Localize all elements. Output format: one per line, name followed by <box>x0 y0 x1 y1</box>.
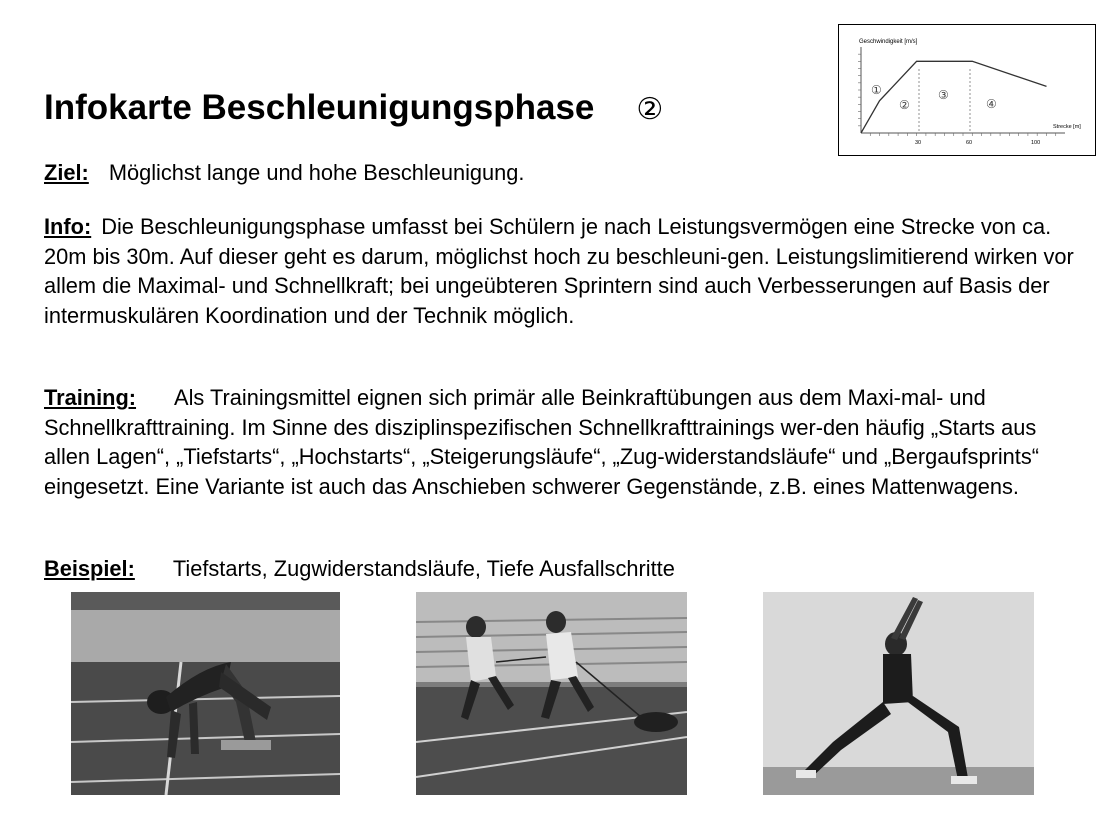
chart-ylabel: Geschwindigkeit [m/s] <box>859 39 918 45</box>
beispiel-label: Beispiel: <box>44 556 135 581</box>
phase-label-3: ③ <box>938 88 949 102</box>
section-ziel <box>44 158 1084 188</box>
chart-xlabel: Strecke [m] <box>1053 124 1081 130</box>
photo-ausfallschritt <box>763 592 1034 795</box>
photo-zugwiderstandslauf <box>416 592 687 795</box>
x-minor-ticks <box>870 133 1055 136</box>
info-text: Die Beschleunigungsphase umfasst bei Schülern je nach Leistungsvermögen eine Strecke von ca. 20m bis 30m. Auf dieser geht es darum, möglichst hoch zu beschleuni-gen. Leistungslimitierend wirken vor allem die Maximal- und Schnellkraft; bei ungeübteren Sprintern sind auch Verbesserungen auf Basis der intermuskulären Koordination und der Technik möglich. <box>44 214 1074 328</box>
photo-zugwiderstandslauf-image <box>416 592 687 795</box>
phase-label-2: ② <box>899 98 910 112</box>
ziel-label: Ziel: <box>44 160 89 185</box>
photo-tiefstart-image <box>71 592 340 795</box>
x-tick-label-60: 60 <box>966 140 973 146</box>
photo-ausfallschritt-image <box>763 592 1034 795</box>
page-title <box>44 88 663 128</box>
speed-curve <box>861 61 1047 133</box>
photo-tiefstart <box>71 592 340 795</box>
ziel-text: Möglichst lange und hohe Beschleunigung. <box>108 160 525 185</box>
phase-label-1: ① <box>871 83 882 97</box>
chart-svg <box>839 25 1094 154</box>
card-number: ② <box>636 93 664 126</box>
training-text: Als Trainingsmittel eignen sich primär alle Beinkraftübungen aus dem Maxi-mal- und Schnellkrafttraining. Im Sinne des disziplinspezifischen Schnellkrafttrainings wer-den häufig „Starts aus allen Lagen“, „Tiefstarts“, „Hochstarts“, „Steigerungsläufe“, „Zug-widerstandsläufe“ und „Bergaufsprints“ eingesetzt. Eine Variante ist auch das Anschieben schwerer Gegenstände, z.B. eines Mattenwagens. <box>44 385 1040 499</box>
section-beispiel <box>44 554 1084 584</box>
info-label: Info: <box>44 214 92 239</box>
x-tick-label-30: 30 <box>915 140 922 146</box>
section-training <box>44 383 1084 501</box>
speed-distance-chart <box>838 24 1096 156</box>
title-text: Infokarte Beschleunigungsphase <box>44 88 595 127</box>
beispiel-text: Tiefstarts, Zugwiderstandsläufe, Tiefe Ausfallschritte <box>172 556 675 581</box>
training-label: Training: <box>44 385 137 410</box>
section-info <box>44 212 1084 330</box>
x-tick-label-100: 100 <box>1031 140 1041 146</box>
phase-label-4: ④ <box>986 97 997 111</box>
